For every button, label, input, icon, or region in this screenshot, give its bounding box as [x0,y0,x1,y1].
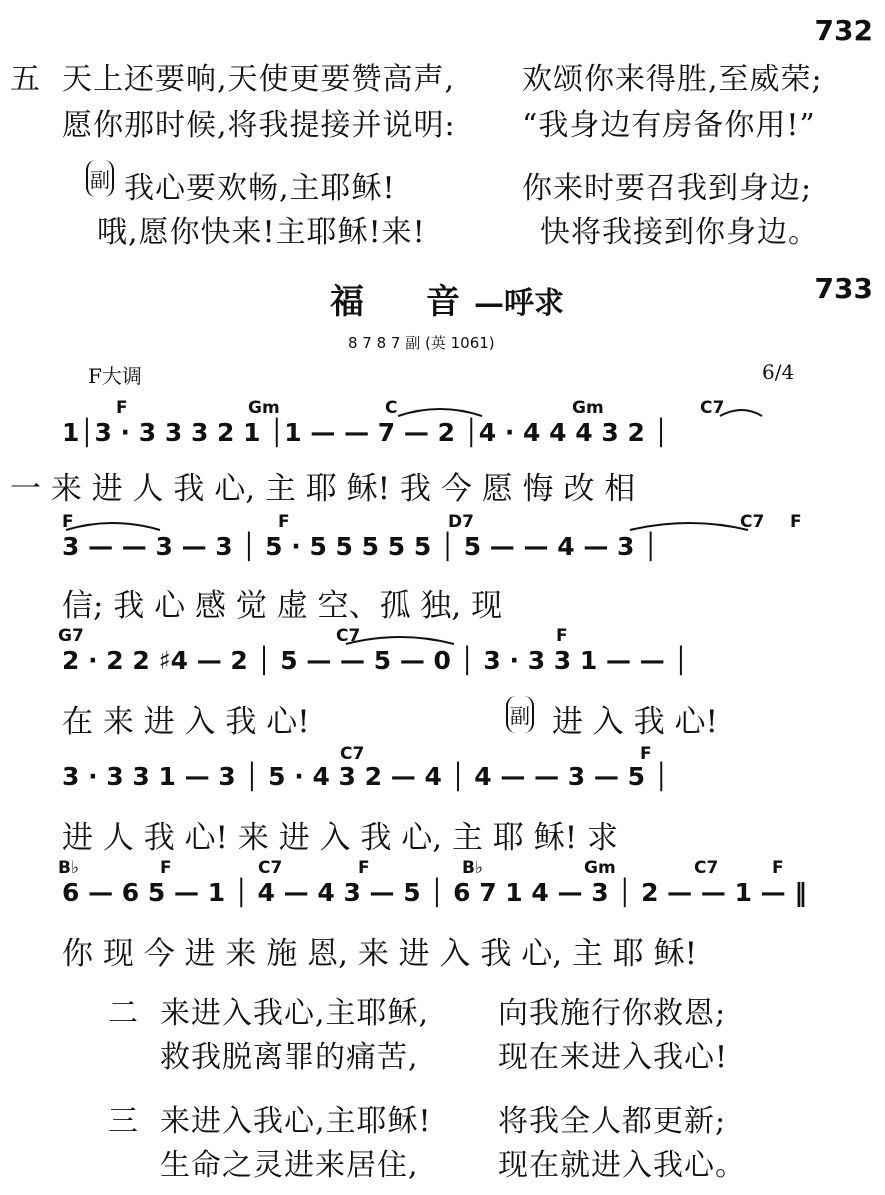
refrain-line: 哦,愿你快来!主耶稣!来! [97,215,426,250]
chord-symbol: F [62,512,74,532]
hymn-number: 733 [814,272,873,305]
chord-symbol: C [385,398,398,418]
chord-symbol: F [556,626,568,646]
verse-line: 来进入我心,主耶稣! [160,1104,432,1139]
hymn-title [330,274,564,323]
chord-symbol: B♭ [58,858,79,878]
chord-symbol: F [116,398,128,418]
verse-label: 五 [10,62,41,97]
hymn-title-text: 福 音 [330,282,474,322]
lyric-line: 进 人 我 心! 来 进 入 我 心, 主 耶 稣! 求 [62,820,619,856]
prev-hymn-number: 732 [814,14,873,47]
verse-line: 欢颂你来得胜,至威荣; [522,62,823,97]
refrain-mark: 副 [506,696,534,733]
chord-symbol: B♭ [462,858,483,878]
chord-symbol: C7 [336,626,361,646]
chord-symbol: G7 [58,626,84,646]
verse-line: 天上还要响,天使更要赞高声, [62,62,456,97]
verse-line: 生命之灵进来居住, [160,1148,419,1183]
refrain-marker [506,696,534,733]
chord-symbol: D7 [448,512,474,532]
chord-symbol: Gm [584,858,616,878]
chord-symbol: F [790,512,802,532]
verse-line: 救我脱离罪的痛苦, [160,1040,419,1075]
refrain-marker [86,160,114,197]
lyric-line: 一 来 进 人 我 心, 主 耶 稣! 我 今 愿 悔 改 相 [10,471,636,507]
notation-line: 1│3 · 3 3 3 2 1 │1 — — 7 — 2 │4 · 4 4 4 3 2 │ [62,418,669,447]
chord-symbol: F [358,858,370,878]
chord-symbol: Gm [248,398,280,418]
chord-symbol: C7 [258,858,283,878]
verse-line: 向我施行你救恩; [498,996,727,1031]
verse-line: “我身边有房备你用!” [522,108,816,143]
chord-symbol: F [772,858,784,878]
verse-label: 三 [108,1104,139,1139]
notation-line: 3 — — 3 — 3 │ 5 · 5 5 5 5 5 │ 5 — — 4 — 3 │ [62,532,659,561]
verse-label: 二 [108,996,139,1031]
refrain-line: 你来时要召我到身边; [522,171,813,206]
chord-symbol: Gm [572,398,604,418]
chord-symbol: F [160,858,172,878]
chord-symbol: C7 [700,398,725,418]
refrain-line: 我心要欢畅,主耶稣! [124,171,396,206]
meter-line: 8 7 8 7 副 (英 1061) [348,334,495,352]
lyric-line: 信; 我 心 感 觉 虚 空、孤 独, 现 [62,588,503,624]
chord-symbol: C7 [740,512,765,532]
verse-line: 来进入我心,主耶稣, [160,996,430,1031]
verse-line: 现在来进入我心! [498,1040,729,1075]
time-signature: 6/4 [762,360,795,384]
chord-symbol: C7 [340,744,365,764]
chord-symbol: C7 [694,858,719,878]
notation-line: 2 · 2 2 ♯4 — 2 │ 5 — — 5 — 0 │ 3 · 3 3 1 — — │ [62,646,689,675]
chord-symbol: F [278,512,290,532]
refrain-line: 快将我接到你身边。 [540,215,819,250]
lyric-line: 你 现 今 进 来 施 恩, 来 进 入 我 心, 主 耶 稣! [62,936,698,972]
lyric-line: 在 来 进 入 我 心! [62,704,310,740]
lyric-line: 进 入 我 心! [552,704,719,740]
refrain-mark: 副 [86,160,114,197]
notation-line: 6 — 6 5 — 1 │ 4 — 4 3 — 5 │ 6 7 1 4 — 3 │ 2 — — 1 — ‖ [62,878,807,907]
verse-line: 愿你那时候,将我提接并说明: [62,108,456,143]
verse-line: 将我全人都更新; [498,1104,727,1139]
notation-line: 3 · 3 3 1 — 3 │ 5 · 4 3 2 — 4 │ 4 — — 3 — 5 │ [62,762,669,791]
key-signature: F大调 [88,364,142,388]
hymn-subtitle: —呼求 [474,286,564,321]
verse-line: 现在就进入我心。 [498,1148,746,1183]
chord-symbol: F [640,744,652,764]
